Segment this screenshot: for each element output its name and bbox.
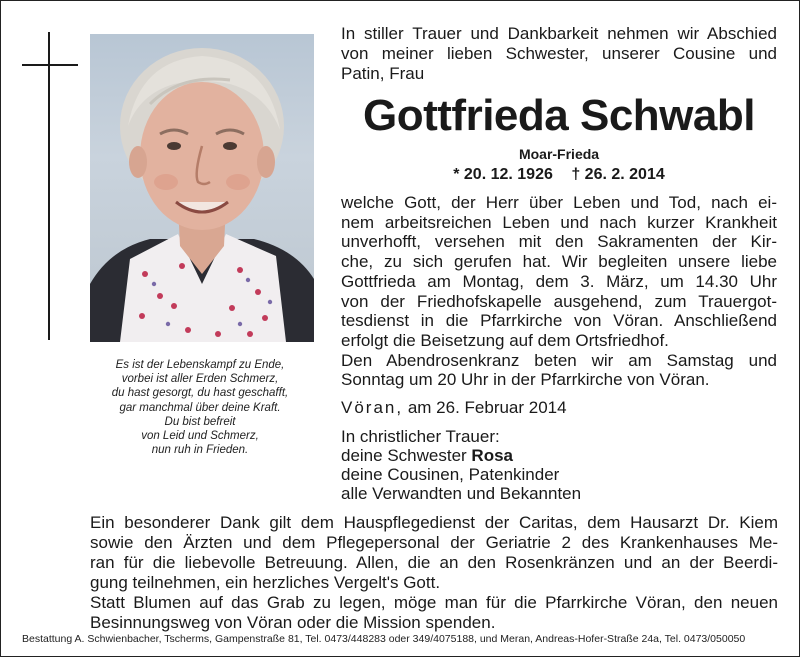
announcement-text (341, 193, 777, 390)
poem-line: von Leid und Schmerz, (141, 430, 259, 443)
poem-line: Du bist befreit (164, 415, 236, 428)
sister-name: Rosa (471, 446, 513, 465)
body-line: von der Friedhofskapelle ausgehend, zum Trauergot- (341, 291, 777, 311)
poem-line: gar manchmal über deine Kraft. (119, 401, 281, 414)
intro-line: Patin, Frau (341, 64, 425, 83)
body-line: erfolgt die Beisetzung auf dem Ortsfriedhof. (341, 330, 669, 350)
intro-line: von meiner lieben Schwester, unserer Cousine und (341, 44, 777, 63)
sister-prefix: deine Schwester (341, 446, 467, 465)
thanks-line: Statt Blumen auf das Grab zu legen, möge man für die Pfarrkirche Vöran, den neuen (90, 593, 778, 612)
place-name: Vöran, (341, 398, 404, 417)
body-line: welche Gott, der Herr über Leben und Tod, nach ei- (341, 193, 777, 212)
body-line: Gottfrieda am Montag, dem 3. März, um 14.30 Uhr (341, 271, 777, 291)
poem-line: nun ruh in Frieden. (151, 444, 249, 457)
death-date: † 26. 2. 2014 (571, 166, 665, 183)
life-dates (341, 166, 777, 184)
body-line: che, zu sich gerufen hat. Wir begleiten unsere liebe (341, 252, 777, 272)
poem-line: Es ist der Lebenskampf zu Ende, (115, 359, 285, 371)
memorial-poem (60, 358, 340, 457)
mourner-line: deine Cousinen, Patenkinder (341, 465, 560, 484)
thanks-text (90, 513, 778, 633)
mourner-sister (341, 446, 777, 465)
notice-date: am 26. Februar 2014 (407, 398, 567, 417)
funeral-home-footer: Bestattung A. Schwienbacher, Tscherms, Gampenstraße 81, Tel. 0473/448283 oder 349/4075188, und Meran, Andreas-Hofer-Straße 24a, Tel. 0473/050050 (22, 633, 746, 645)
body-line: Sonntag um 20 Uhr in der Pfarrkirche von Vöran. (341, 370, 710, 390)
body-line: unverhofft, versehen mit den Sakramenten der Kir- (341, 232, 777, 252)
body-line: tesdienst in die Pfarrkirche von Vöran. Anschließend (341, 311, 777, 331)
place-and-date (341, 398, 777, 418)
mourners-heading: In christlicher Trauer: (341, 427, 500, 446)
poem-line: du hast gesorgt, du hast geschafft, (111, 387, 289, 400)
body-line: Den Abendrosenkranz beten wir am Samstag und (341, 350, 777, 370)
thanks-line: Besinnungsweg von Vöran oder die Mission spenden. (90, 613, 496, 632)
birth-date: * 20. 12. 1926 (453, 166, 553, 183)
body-line: nem arbeitsreichen Leben und nach kurzer Krankheit (341, 212, 777, 232)
intro-line: In stiller Trauer und Dankbarkeit nehmen wir Abschied (341, 24, 777, 43)
thanks-line: gung teilnehmen, ein herzliches Vergelt's Gott. (90, 573, 441, 592)
deceased-nickname: Moar-Frieda (518, 146, 600, 162)
thanks-line: Ein besonderer Dank gilt dem Hauspflegedienst der Caritas, dem Hausarzt Dr. Kiem (90, 513, 778, 532)
portrait-photo (90, 34, 314, 342)
mourner-line: alle Verwandten und Bekannten (341, 484, 582, 503)
thanks-line: sowie den Ärzten und dem Pflegepersonal der Geriatrie 2 des Krankenhauses Me- (90, 533, 778, 552)
thanks-line: ran für die liebevolle Betreuung. Allen, die an den Rosenkränzen und an der Beerdi- (90, 553, 778, 572)
mourners-list (341, 427, 777, 503)
deceased-name: Gottfrieda Schwabl (363, 91, 755, 140)
intro-text (341, 24, 777, 84)
poem-line: vorbei ist aller Erden Schmerz, (121, 373, 279, 386)
